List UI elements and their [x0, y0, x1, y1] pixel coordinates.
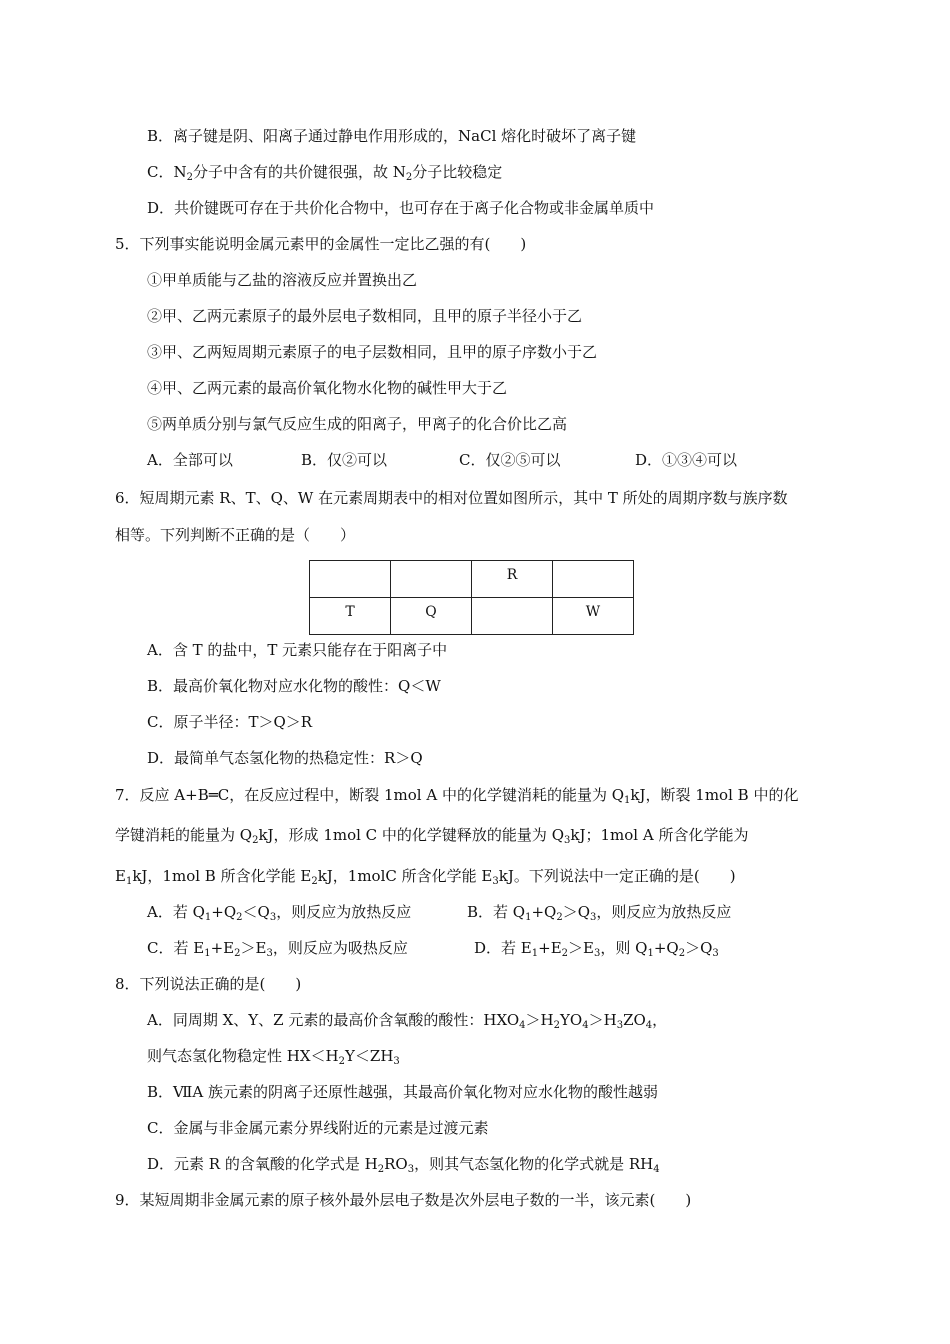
q6-stem-line2: 相等。下列判断不正确的是（ ）	[115, 526, 356, 544]
q6-option-c: C．原子半径：T＞Q＞R	[147, 713, 313, 731]
q8-option-d: D．元素 R 的含氧酸的化学式是 $H_2RO_3$，则其气态氢化物的化学式就是 $RH_4$	[147, 1155, 660, 1175]
q8-option-c: C．金属与非金属元素分界线附近的元素是过渡元素	[147, 1119, 489, 1137]
q4-option-b: B．离子键是阴、阳离子通过静电作用形成的，NaCl 熔化时破坏了离子键	[147, 127, 637, 145]
table-cell	[310, 561, 391, 598]
table-cell-r: R	[472, 561, 553, 598]
q8-option-a-line2: 则气态氢化物稳定性 $HX<H_2Y<ZH_3$	[147, 1047, 400, 1067]
table-cell-w: W	[553, 598, 634, 635]
table-cell	[472, 598, 553, 635]
q8-option-a-line1: A．同周期 X、Y、Z 元素的最高价含氧酸的酸性：$HXO_4>H_2YO_4>H_3ZO_4$，	[147, 1011, 668, 1031]
q9-stem: 9．某短周期非金属元素的原子核外最外层电子数是次外层电子数的一半，该元素( )	[115, 1191, 692, 1209]
q4-option-d: D．共价键既可存在于共价化合物中，也可存在于离子化合物或非金属单质中	[147, 199, 655, 217]
q7-option-b: B．若 $Q_1+Q_2>Q_3$，则反应为放热反应	[467, 903, 732, 923]
table-cell	[391, 561, 472, 598]
q5-item-2: ②甲、乙两元素原子的最外层电子数相同，且甲的原子半径小于乙	[147, 307, 583, 325]
q8-option-b: B．ⅦA 族元素的阴离子还原性越强，其最高价氧化物对应水化物的酸性越弱	[147, 1083, 658, 1101]
q6-option-a: A．含 T 的盐中，T 元素只能存在于阳离子中	[147, 641, 448, 659]
q4-option-c: C．$N_2$分子中含有的共价键很强，故 $N_2$分子比较稳定	[147, 163, 503, 183]
periodic-table-fragment	[309, 560, 634, 635]
q7-option-a: A．若 $Q_1+Q_2<Q_3$，则反应为放热反应	[147, 903, 412, 923]
q5-option-a: A．全部可以	[147, 451, 233, 469]
q5-item-4: ④甲、乙两元素的最高价氧化物水化物的碱性甲大于乙	[147, 379, 508, 397]
q7-stem-line3: $E_1kJ$，1mol B 所含化学能 $E_2kJ$，1molC 所含化学能 $E_3kJ$。下列说法中一定正确的是( )	[115, 867, 736, 887]
q5-item-1: ①甲单质能与乙盐的溶液反应并置换出乙	[147, 271, 418, 289]
q5-option-d: D．①③④可以	[635, 451, 738, 469]
q5-item-5: ⑤两单质分别与氯气反应生成的阳离子，甲离子的化合价比乙高	[147, 415, 568, 433]
q7-stem-line1: 7．反应 A+B═C，在反应过程中，断裂 1mol A 中的化学键消耗的能量为 $Q_1kJ$，断裂 1mol B 中的化	[115, 786, 799, 806]
q8-stem: 8．下列说法正确的是( )	[115, 975, 302, 993]
q6-stem-line1: 6．短周期元素 R、T、Q、W 在元素周期表中的相对位置如图所示，其中 T 所处的周期序数与族序数	[115, 489, 788, 507]
table-cell	[553, 561, 634, 598]
table-cell-t: T	[310, 598, 391, 635]
q6-option-d: D．最简单气态氢化物的热稳定性：R＞Q	[147, 749, 423, 767]
q5-item-3: ③甲、乙两短周期元素原子的电子层数相同，且甲的原子序数小于乙	[147, 343, 598, 361]
q5-stem: 5．下列事实能说明金属元素甲的金属性一定比乙强的有( )	[115, 235, 527, 253]
q7-option-c: C．若 $E_1+E_2>E_3$，则反应为吸热反应	[147, 939, 408, 959]
q6-option-b: B．最高价氧化物对应水化物的酸性：Q＜W	[147, 677, 441, 695]
q5-option-c: C．仅②⑤可以	[459, 451, 561, 469]
q7-option-d: D．若 $E_1+E_2>E_3$，则 $Q_1+Q_2>Q_3$	[474, 939, 719, 959]
q5-option-b: B．仅②可以	[301, 451, 388, 469]
q7-stem-line2: 学键消耗的能量为 $Q_2kJ$，形成 1mol C 中的化学键释放的能量为 $Q_3kJ$；1mol A 所含化学能为	[115, 826, 749, 846]
q5-options	[147, 450, 737, 470]
table-cell-q: Q	[391, 598, 472, 635]
